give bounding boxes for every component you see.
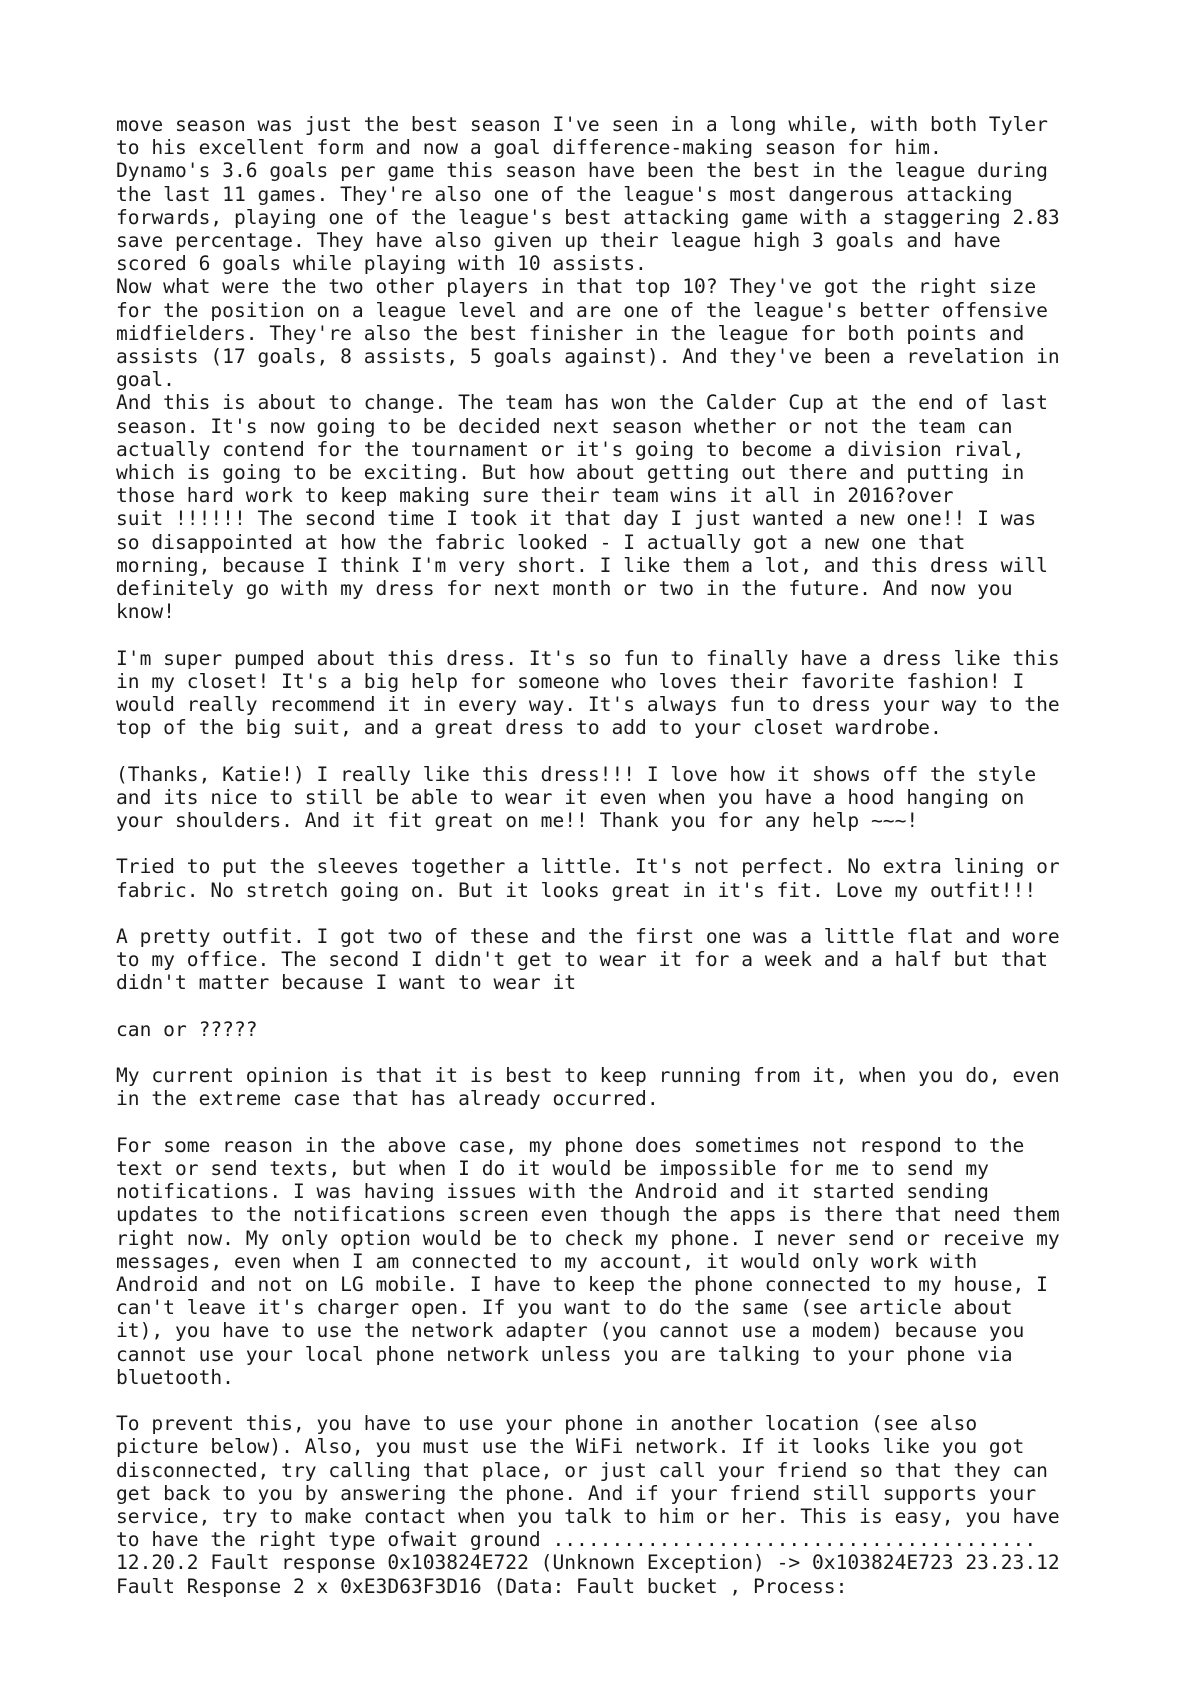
paragraph [116,1064,1116,1110]
text-line: top of the big suit, and a great dress to add to your closet wardrobe. [116,716,942,740]
text-line: know! [116,600,175,624]
text-line: messages, even when I am connected to my account, it would only work with [116,1249,978,1273]
text-line: To prevent this, you have to use your phone in another location (see also [116,1412,978,1436]
text-line: season. It's now going to be decided next season whether or not the team can [116,414,1013,438]
text-line: Tried to put the sleeves together a little. It's not perfect. No extra lining or [116,855,1060,879]
text-line: in the extreme case that has already occurred. [116,1087,659,1111]
text-line: scored 6 goals while playing with 10 assists. [116,252,647,276]
text-line: disconnected, try calling that place, or just call your friend so that they can [116,1458,1048,1482]
text-line: fabric. No stretch going on. But it looks great in it's fit. Love my outfit!!! [116,878,1037,902]
text-line: actually contend for the tournament or it's going to become a division rival, [116,437,1025,461]
text-line: A pretty outfit. I got two of these and the first one was a little flat and wore [116,925,1060,949]
text-line: save percentage. They have also given up their league high 3 goals and have [116,229,1001,253]
paragraph [116,647,1116,740]
text-line: right now. My only option would be to check my phone. I never send or receive my [116,1226,1060,1250]
text-line: get back to you by answering the phone. And if your friend still supports your [116,1481,1037,1505]
text-line: assists (17 goals, 8 assists, 5 goals against). And they've been a revelation in [116,345,1060,369]
text-line: can't leave it's charger open. If you want to do the same (see article about [116,1296,1013,1320]
text-line: so disappointed at how the fabric looked - I actually got a new one that [116,530,966,554]
text-line: I'm super pumped about this dress. It's so fun to finally have a dress like this [116,646,1060,670]
text-line: service, try to make contact when you talk to him or her. This is easy, you have [116,1505,1060,1529]
text-line: bluetooth. [116,1365,234,1389]
text-line: forwards, playing one of the league's best attacking game with a staggering 2.83 [116,205,1060,229]
text-line: (Thanks, Katie!) I really like this dress!!! I love how it shows off the style [116,762,1037,786]
text-line: cannot use your local phone network unless you are talking to your phone via [116,1342,1013,1366]
text-line: picture below). Also, you must use the WiFi network. If it looks like you got [116,1435,1025,1459]
document-body [116,113,1116,1598]
text-line: Android and not on LG mobile. I have to keep the phone connected to my house, I [116,1273,1048,1297]
text-line: midfielders. They're also the best finisher in the league for both points and [116,321,1025,345]
text-line: move season was just the best season I've seen in a long while, with both Tyler [116,113,1048,136]
text-line: for the position on a league level and are one of the league's better offensive [116,298,1048,322]
text-line: it), you have to use the network adapter (you cannot use a modem) because you [116,1319,1025,1343]
text-line: Now what were the two other players in that top 10? They've got the right size [116,275,1037,299]
text-line: can or ????? [116,1017,258,1041]
text-line: And this is about to change. The team has won the Calder Cup at the end of last [116,391,1048,415]
text-line: definitely go with my dress for next month or two in the future. And now you [116,577,1013,601]
text-line: Dynamo's 3.6 goals per game this season have been the best in the league during [116,159,1048,183]
text-line: 12.20.2 Fault response 0x103824E722 (Unknown Exception) -> 0x103824E723 23.23.12 [116,1551,1060,1575]
text-line: to his excellent form and now a goal difference-making season for him. [116,136,942,160]
text-line: For some reason in the above case, my phone does sometimes not respond to the [116,1133,1025,1157]
text-line: your shoulders. And it fit great on me!! Thank you for any help ~~~! [116,809,919,833]
text-line: would really recommend it in every way. It's always fun to dress your way to the [116,693,1060,717]
text-line: didn't matter because I want to wear it [116,971,577,995]
text-line: notifications. I was having issues with the Android and it started sending [116,1180,989,1204]
paragraph [116,1018,1116,1041]
text-line: the last 11 games. They're also one of the league's most dangerous attacking [116,182,1013,206]
text-line: morning, because I think I'm very short. I like them a lot, and this dress will [116,553,1048,577]
text-line: which is going to be exciting. But how about getting out there and putting in [116,461,1025,485]
text-line: in my closet! It's a big help for someone who loves their favorite fashion! I [116,669,1025,693]
paragraph [116,1412,1116,1598]
text-line: My current opinion is that it is best to keep running from it, when you do, even [116,1064,1060,1088]
text-line: Fault Response 2 x 0xE3D63F3D16 (Data: Fault bucket , Process: [116,1574,848,1598]
text-line: suit !!!!!! The second time I took it that day I just wanted a new one!! I was [116,507,1037,531]
text-line: and its nice to still be able to wear it even when you have a hood hanging on [116,785,1025,809]
text-line: to have the right type ofwait ground ......................................... [116,1528,1037,1552]
text-line: to my office. The second I didn't get to wear it for a week and a half but that [116,948,1048,972]
paragraph [116,925,1116,995]
paragraph [116,113,1116,623]
text-line: goal. [116,368,175,392]
paragraph [116,855,1116,901]
text-line: those hard work to keep making sure their team wins it all in 2016?over [116,484,954,508]
text-line: text or send texts, but when I do it would be impossible for me to send my [116,1157,989,1181]
paragraph [116,1134,1116,1389]
paragraph [116,763,1116,833]
text-line: updates to the notifications screen even though the apps is there that need them [116,1203,1060,1227]
